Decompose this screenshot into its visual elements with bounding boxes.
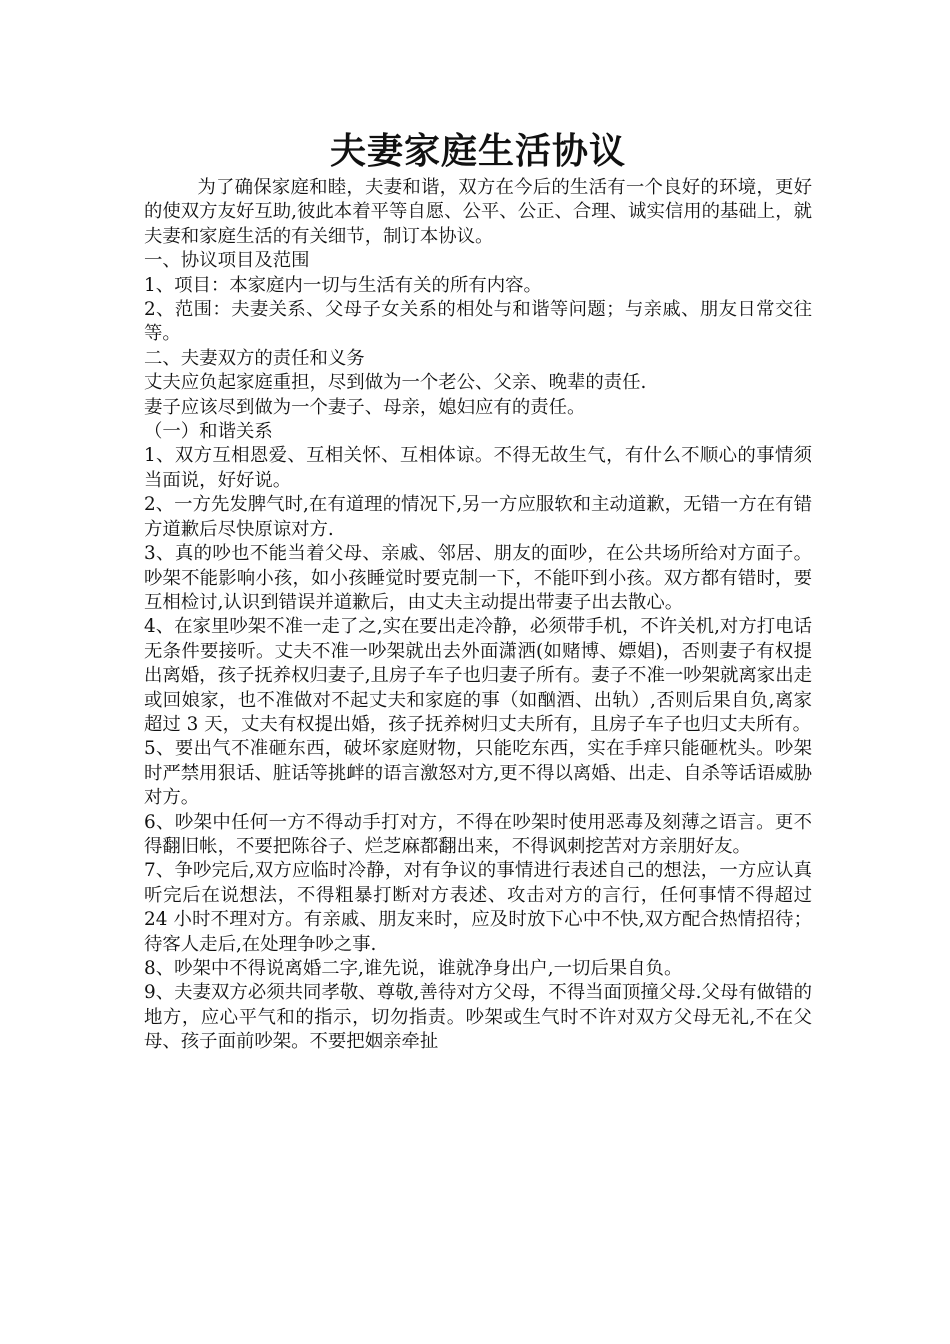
paragraph-item: 7、争吵完后,双方应临时冷静，对有争议的事情进行表述自己的想法，一方应认真听完后在说想法，不得粗暴打断对方表述、攻击对方的言行，任何事情不得超过 24 小时不理对方。有亲戚、朋友来时，应及时放下心中不快,双方配合热情招待；待客人走后,在处理争吵之事. (144, 860, 812, 955)
paragraph-item: 3、真的吵也不能当着父母、亲戚、邻居、朋友的面吵，在公共场所给对方面子。吵架不能影响小孩，如小孩睡觉时要克制一下，不能吓到小孩。双方都有错时，要互相检讨,认识到错误并道歉后，由丈夫主动提出带妻子出去散心。 (144, 543, 812, 613)
paragraph-item: 6、吵架中任何一方不得动手打对方，不得在吵架时使用恶毒及刻薄之语言。更不得翻旧帐，不要把陈谷子、烂芝麻都翻出来，不得讽刺挖苦对方亲朋好友。 (144, 811, 812, 857)
section-heading-1: 一、协议项目及范围 (144, 250, 310, 272)
paragraph-item: 4、在家里吵架不准一走了之,实在要出走冷静，必须带手机，不许关机,对方打电话无条件要接听。丈夫不准一吵架就出去外面潇洒(如赌博、嫖娼)，否则妻子有权提出离婚，孩子抚养权归妻子,且房子车子也归妻子所有。妻子不准一吵架就离家出走或回娘家，也不准做对不起丈夫和家庭的事（如酗酒、出轨）,否则后果自负,离家超过 3 天，丈夫有权提出婚，孩子抚养树归丈夫所有，且房子车子也归丈夫所有。 (144, 616, 812, 735)
paragraph-item: 2、范围：夫妻关系、父母子女关系的相处与和谐等问题；与亲戚、朋友日常交往等。 (144, 299, 812, 345)
paragraph-item: 5、要出气不准砸东西，破坏家庭财物，只能吃东西，实在手痒只能砸枕头。吵架时严禁用狠话、脏话等挑衅的语言激怒对方,更不得以离婚、出走、自杀等话语威胁对方。 (144, 738, 812, 809)
paragraph-item: 8、吵架中不得说离婚二字,谁先说，谁就净身出户,一切后果自负。 (144, 958, 683, 979)
document-body (144, 176, 812, 1055)
document-page (144, 128, 812, 1055)
paragraph-item: 1、双方互相恩爱、互相关怀、互相体谅。不得无故生气，有什么不顺心的事情须当面说，好好说。 (144, 445, 812, 491)
paragraph-item: 2、一方先发脾气时,在有道理的情况下,另一方应服软和主动道歉，无错一方在有错方道歉后尽快原谅对方. (144, 494, 812, 540)
section-heading-2: 二、夫妻双方的责任和义务 (144, 347, 365, 369)
paragraph-item: 1、项目：本家庭内一切与生活有关的所有内容。 (144, 274, 542, 296)
subsection-heading: （一）和谐关系 (144, 421, 273, 443)
document-title: 夫妻家庭生活协议 (329, 131, 626, 172)
paragraph-item: 丈夫应负起家庭重担，尽到做为一个老公、父亲、晚辈的责任. (144, 372, 647, 394)
intro-paragraph: 为了确保家庭和睦，夫妻和谐，双方在今后的生活有一个良好的环境，更好的使双方友好互助,彼此本着平等自愿、公平、公正、合理、诚实信用的基础上，就夫妻和家庭生活的有关细节，制订本协议。 (144, 177, 812, 247)
paragraph-item: 9、夫妻双方必须共同孝敬、尊敬,善待对方父母，不得当面顶撞父母.父母有做错的地方，应心平气和的指示，切勿指责。吵架或生气时不许对双方父母无礼,不在父母、孩子面前吵架。不要把姻亲牵扯 (144, 982, 812, 1053)
paragraph-item: 妻子应该尽到做为一个妻子、母亲，媳妇应有的责任。 (144, 396, 586, 418)
